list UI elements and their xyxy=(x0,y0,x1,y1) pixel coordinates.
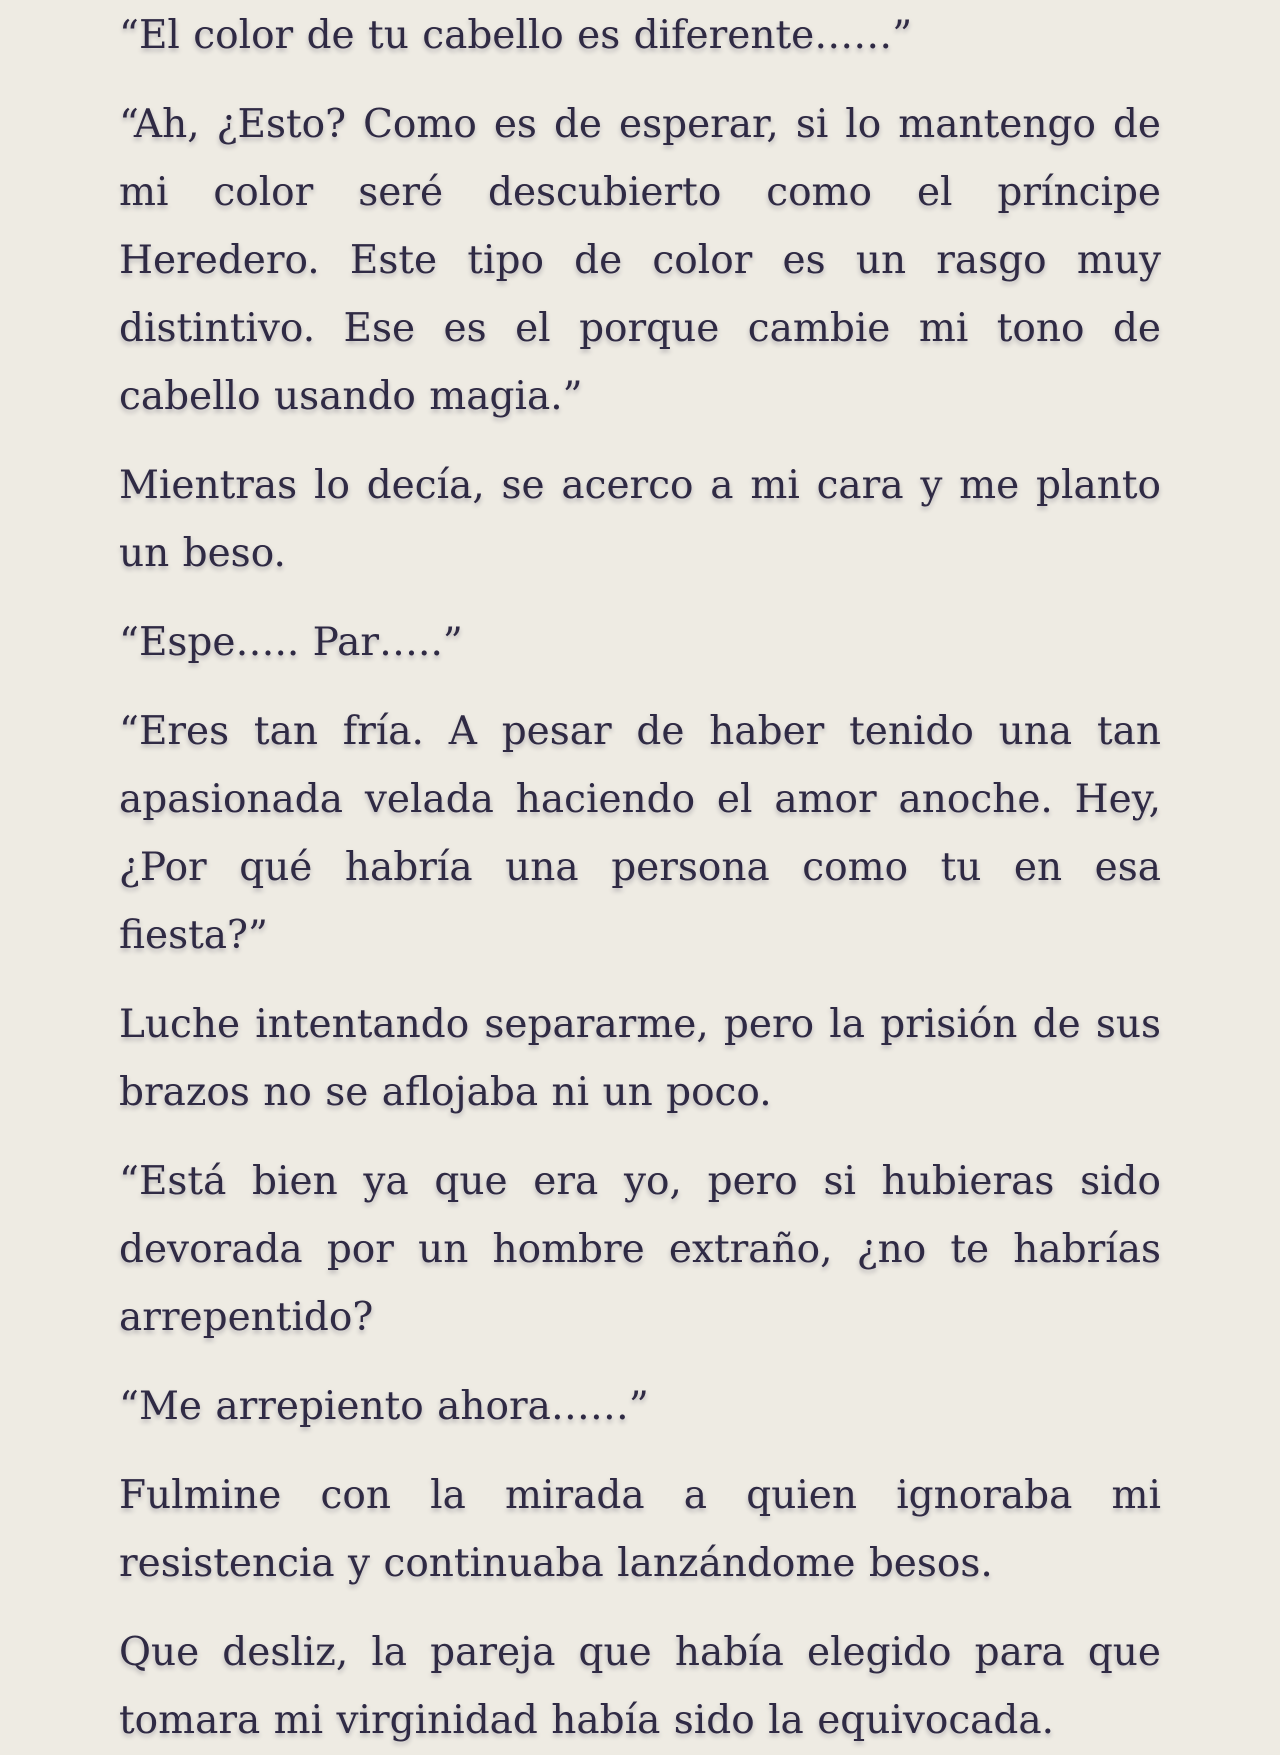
paragraph-9: Fulmine con la mirada a quien ignoraba mi resistencia y continuaba lanzándome besos. xyxy=(119,1473,1161,1586)
paragraph-8: “Me arrepiento ahora……” xyxy=(119,1384,649,1429)
text-column xyxy=(119,0,1161,1755)
paragraph-6: Luche intentando separarme, pero la prisión de sus brazos no se aflojaba ni un poco. xyxy=(119,1002,1161,1115)
paragraph-7: “Está bien ya que era yo, pero si hubieras sido devorada por un hombre extraño, ¿no te habrías arrepentido? xyxy=(119,1159,1161,1340)
paragraph-2: “Ah, ¿Esto? Como es de esperar, si lo mantengo de mi color seré descubierto como el príncipe Heredero. Este tipo de color es un rasgo muy distintivo. Ese es el porque cambie mi tono de cabello usando magia.” xyxy=(119,102,1161,419)
paragraph-3: Mientras lo decía, se acerco a mi cara y me planto un beso. xyxy=(119,463,1161,576)
paragraph-5: “Eres tan fría. A pesar de haber tenido una tan apasionada velada haciendo el amor anoche. Hey, ¿Por qué habría una persona como tu en esa fiesta?” xyxy=(119,709,1161,958)
paragraph-10: Que desliz, la pareja que había elegido para que tomara mi virginidad había sido la equivocada. xyxy=(119,1630,1161,1743)
paragraph-1: “El color de tu cabello es diferente……” xyxy=(119,13,913,58)
paragraph-4: “Espe….. Par…..” xyxy=(119,620,463,665)
